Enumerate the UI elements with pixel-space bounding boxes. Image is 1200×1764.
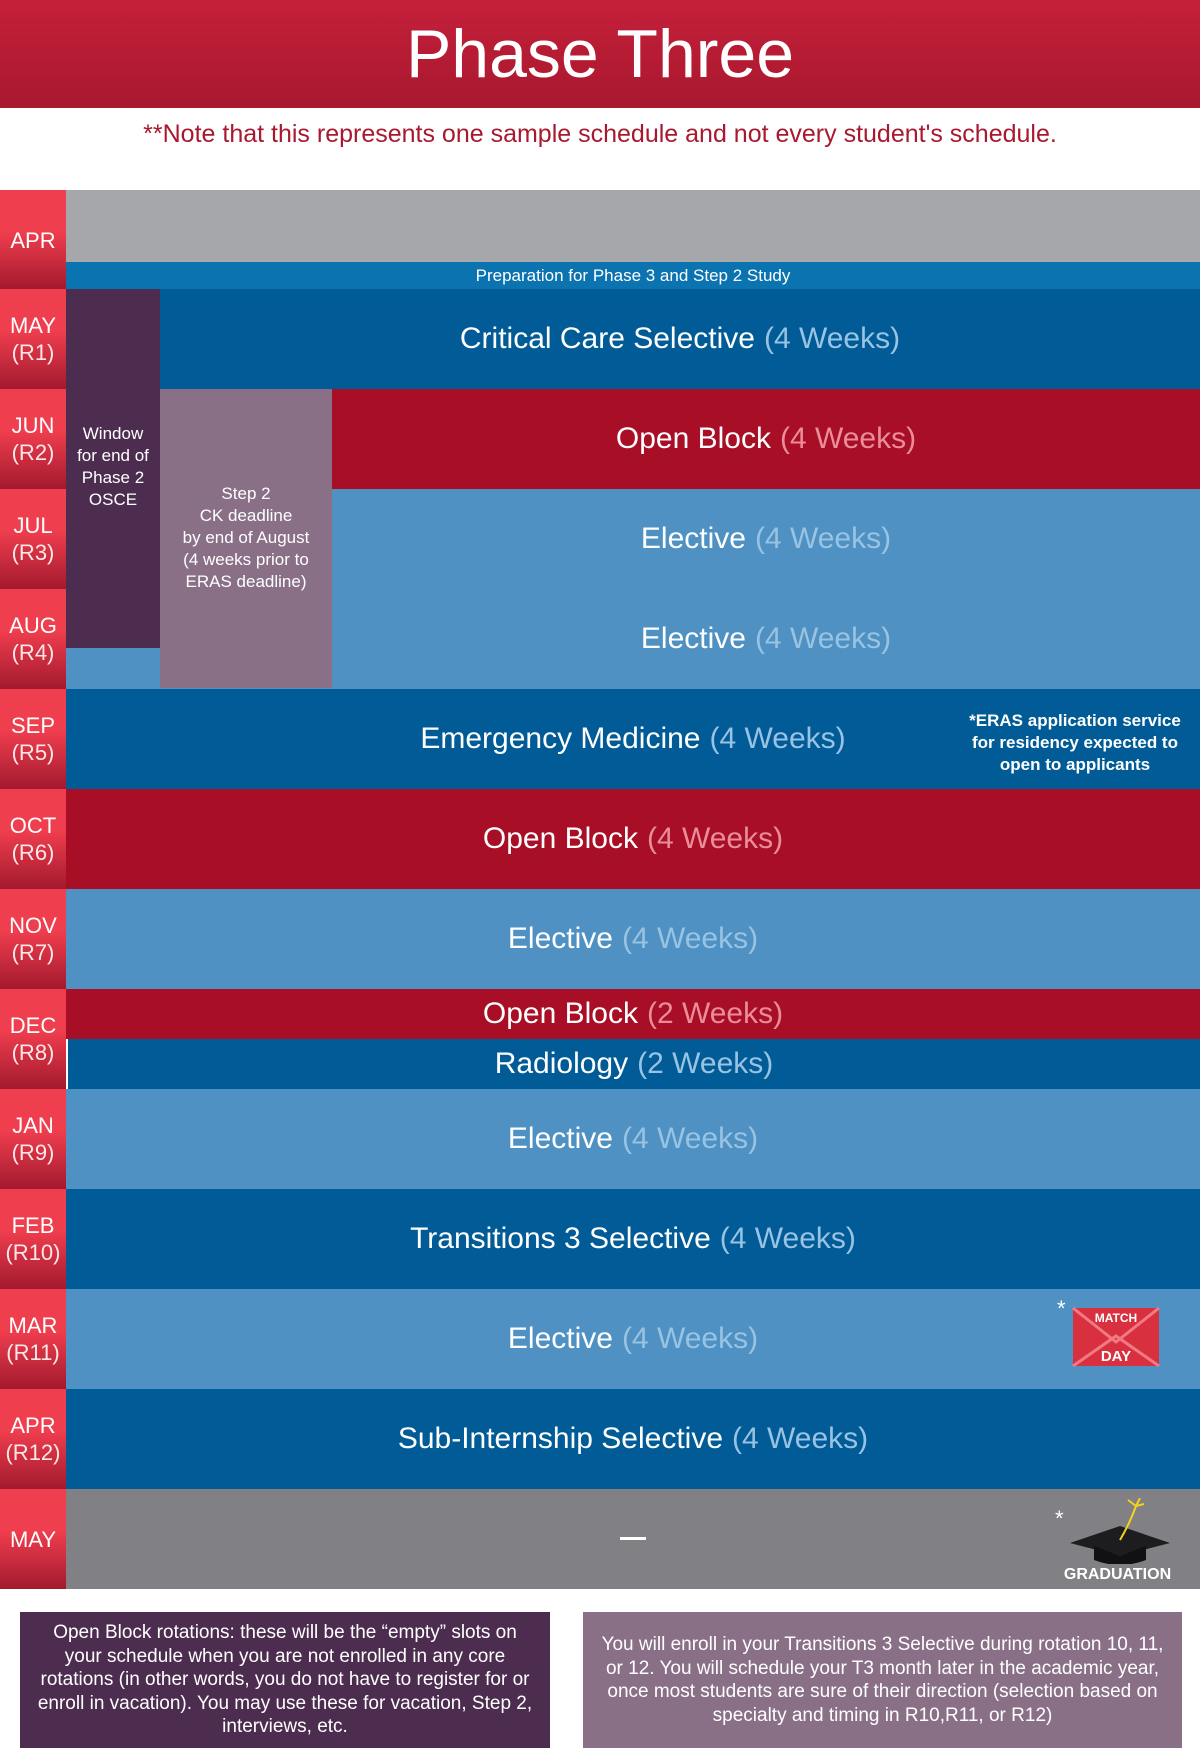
month-name: OCT — [9, 813, 57, 838]
month-name: DEC — [9, 1013, 57, 1038]
block-name: Open Block — [482, 997, 638, 1030]
month-name: AUG — [9, 613, 57, 638]
month-label — [0, 1389, 66, 1489]
eras-note — [950, 710, 1200, 776]
block-name: Elective — [640, 522, 746, 555]
step2-line: CK deadline — [199, 506, 293, 525]
month-name: FEB — [11, 1213, 55, 1238]
rotation-block-elective — [66, 1089, 1200, 1189]
rotation-block-radiology — [68, 1039, 1200, 1089]
month-label — [0, 889, 66, 989]
month-label — [0, 789, 66, 889]
block-name: Transitions 3 Selective — [410, 1222, 711, 1255]
month-name: MAR — [8, 1313, 58, 1338]
block-name: Elective — [507, 922, 613, 955]
step2-deadline-window — [160, 389, 332, 688]
block-name: Elective — [640, 622, 746, 655]
block-weeks: (4 Weeks) — [621, 922, 759, 955]
block-name: Critical Care Selective — [459, 322, 755, 355]
month-label — [0, 589, 66, 689]
month-name: NOV — [9, 913, 57, 938]
page-title: Phase Three — [0, 0, 1200, 108]
month-label — [0, 989, 66, 1089]
month-label — [0, 689, 66, 789]
month-rotation: (R2) — [11, 440, 55, 465]
rotation-block-open — [332, 389, 1200, 489]
open-block-note: Open Block rotations: these will be the “empty” slots on your schedule when you are not enrolled in any core rotations (in other words, you do not have to register for or enroll in vacation). You may use these for vacation, Step 2, interviews, etc. — [20, 1612, 550, 1748]
month-label — [0, 1289, 66, 1389]
transitions-note: You will enroll in your Transitions 3 Selective during rotation 10, 11, or 12. You will schedule your T3 month later in the academic year, once most students are sure of their direction (selection based on specialty and timing in R10,R11, or R12) — [583, 1612, 1182, 1748]
block-name: Elective — [507, 1122, 613, 1155]
rotation-block-open — [66, 789, 1200, 889]
block-name: Emergency Medicine — [420, 722, 701, 755]
rotation-block-elective — [332, 489, 1200, 589]
month-rotation: (R9) — [11, 1140, 55, 1165]
block-weeks: (4 Weeks) — [754, 522, 892, 555]
graduation-asterisk: * — [1055, 1506, 1064, 1531]
graduation-label: GRADUATION — [1063, 1566, 1172, 1583]
rotation-block-elective — [332, 589, 1200, 689]
eras-line: *ERAS application service — [969, 711, 1181, 730]
block-weeks: (4 Weeks) — [621, 1322, 759, 1355]
block-weeks: (2 Weeks) — [646, 997, 784, 1030]
may-dash — [620, 1537, 646, 1540]
match-line2: DAY — [1100, 1348, 1132, 1365]
month-name: APR — [10, 1413, 56, 1438]
month-name: JUN — [11, 413, 55, 438]
match-line1: MATCH — [1094, 1311, 1138, 1325]
month-rotation: (R7) — [11, 940, 55, 965]
window-line: OSCE — [88, 490, 138, 509]
block-weeks: (2 Weeks) — [637, 1047, 774, 1080]
block-name: Elective — [507, 1322, 613, 1355]
month-rotation: (R4) — [11, 640, 55, 665]
block-weeks: (4 Weeks) — [709, 722, 846, 755]
rotation-block-elective — [66, 889, 1200, 989]
april-empty-block — [66, 190, 1200, 262]
month-label — [0, 1089, 66, 1189]
step2-line: by end of August — [182, 528, 310, 547]
eras-line: open to applicants — [999, 755, 1151, 774]
month-name: MAY — [9, 1526, 57, 1552]
prep-bar: Preparation for Phase 3 and Step 2 Study — [66, 262, 1200, 289]
rotation-block-critical-care — [160, 289, 1200, 389]
block-name: Open Block — [615, 422, 771, 455]
window-line: Window — [82, 424, 144, 443]
month-label — [0, 289, 66, 389]
block-weeks: (4 Weeks) — [719, 1222, 856, 1255]
block-weeks: (4 Weeks) — [763, 322, 901, 355]
month-name: JAN — [12, 1113, 54, 1138]
window-line: for end of — [77, 446, 149, 465]
block-weeks: (4 Weeks) — [779, 422, 917, 455]
sample-note: **Note that this represents one sample schedule and not every student's schedule. — [143, 120, 1057, 148]
month-label — [0, 1189, 66, 1289]
month-rotation: (R6) — [11, 840, 55, 865]
rotation-block-transitions-3 — [66, 1189, 1200, 1289]
block-name: Radiology — [494, 1047, 629, 1080]
month-name: APR — [10, 227, 56, 253]
block-weeks: (4 Weeks) — [621, 1122, 759, 1155]
block-weeks: (4 Weeks) — [646, 822, 784, 855]
month-label — [0, 190, 66, 290]
block-name: Open Block — [482, 822, 638, 855]
step2-line: (4 weeks prior to — [183, 550, 309, 569]
window-line: Phase 2 — [81, 468, 145, 487]
month-label — [0, 489, 66, 589]
eras-line: for residency expected to — [972, 733, 1178, 752]
block-weeks: (4 Weeks) — [754, 622, 892, 655]
rotation-block-open-half — [66, 989, 1200, 1039]
graduation-icon — [1050, 1498, 1185, 1584]
month-label — [0, 1489, 66, 1589]
month-name: MAY — [9, 313, 57, 338]
month-rotation: (R10) — [5, 1240, 61, 1265]
month-rotation: (R1) — [11, 340, 55, 365]
rotation-block-elective — [66, 1289, 1200, 1389]
month-name: SEP — [10, 713, 56, 738]
month-rotation: (R3) — [11, 540, 55, 565]
match-day-icon — [1055, 1298, 1165, 1373]
month-label — [0, 389, 66, 489]
month-rotation: (R11) — [6, 1340, 60, 1365]
month-rotation: (R12) — [5, 1440, 61, 1465]
month-rotation: (R8) — [11, 1040, 55, 1065]
block-name: Sub-Internship Selective — [397, 1422, 724, 1455]
osce-window — [66, 289, 160, 648]
month-name: JUL — [13, 513, 53, 538]
month-rotation: (R5) — [11, 740, 55, 765]
match-asterisk: * — [1057, 1298, 1066, 1321]
step2-line: ERAS deadline) — [185, 572, 307, 591]
rotation-block-sub-internship — [66, 1389, 1200, 1489]
block-weeks: (4 Weeks) — [732, 1422, 869, 1455]
step2-line: Step 2 — [221, 484, 271, 503]
